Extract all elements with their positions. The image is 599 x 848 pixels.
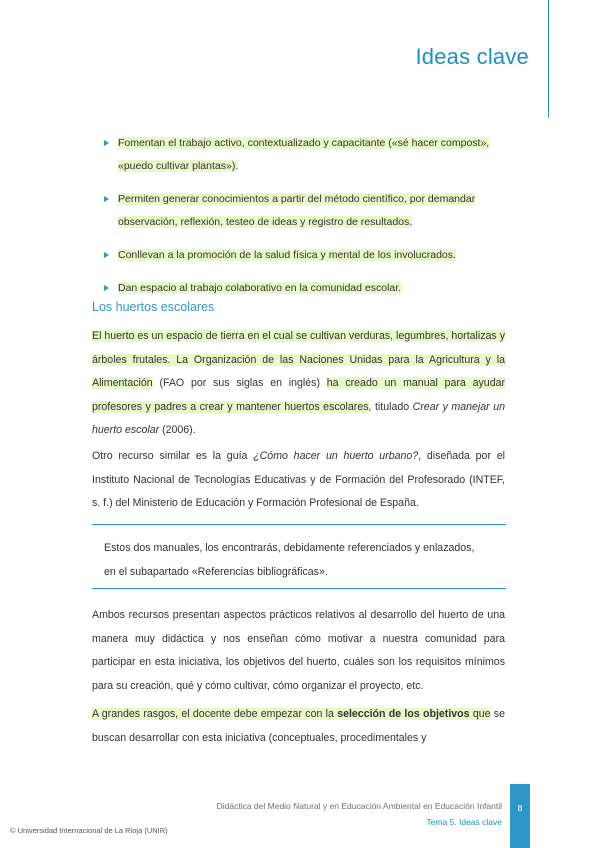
page-number: 8: [517, 803, 523, 813]
bullet-text: Permiten generar conocimientos a partir del método científico, por demandar: [118, 193, 476, 205]
footer-topic: Tema 5. Ideas clave: [426, 817, 502, 827]
bullet-arrow-icon: [104, 196, 109, 202]
paragraph-guia: [92, 445, 505, 516]
header-divider-line: [548, 0, 549, 118]
note-bottom-divider: [92, 588, 506, 589]
italic-title: Crear y manejar un huerto escolar: [92, 400, 505, 436]
paragraph-recursos: Ambos recursos presentan aspectos prácticos relativos al desarrollo del huerto de una manera muy didáctica y nos enseñan cómo motivar a nuestra comunidad para participar en esta iniciativa, los objetivos del huerto, cuáles son los requisitos mínimos para su creación, qué y cómo cultivar, cómo organizar el proyecto, etc.: [92, 609, 505, 692]
list-item: [104, 188, 504, 234]
bullet-arrow-icon: [104, 252, 109, 258]
page-number-badge: [510, 784, 530, 848]
italic-title: ¿Cómo hacer un huerto urbano?: [253, 450, 419, 462]
bullet-text: Conllevan a la promoción de la salud física y mental de los involucrados.: [118, 249, 456, 261]
note-top-divider: [92, 524, 506, 525]
list-item: [104, 244, 504, 267]
bullet-text: Dan espacio al trabajo colaborativo en la comunidad escolar.: [118, 282, 402, 294]
paragraph-huerto: [92, 325, 505, 443]
section-heading: Los huertos escolares: [92, 300, 215, 314]
body-text: se buscan desarrollar con esta iniciativa (conceptuales, procedimentales y: [92, 708, 505, 744]
body-text: , titulado: [368, 400, 413, 413]
body-text: (2006).: [159, 424, 196, 436]
bullet-arrow-icon: [104, 285, 109, 291]
footer-copyright: © Universidad Internacional de La Rioja (UNIR): [10, 826, 168, 835]
note-text: Estos dos manuales, los encontrarás, debidamente referenciados y enlazados,: [104, 542, 475, 554]
list-item: [104, 277, 504, 300]
list-item: [104, 132, 504, 178]
body-text: , diseñada por el Instituto Nacional de Tecnologías Educativas y de Formación del Profesorado (INTEF, s. f.) del Ministerio de Educación y Formación Profesional de España.: [92, 450, 505, 509]
key-points-list: [104, 132, 504, 310]
paragraph-objetivos: [92, 703, 505, 750]
footer-course-title: Didáctica del Medio Natural y en Educación Ambiental en Educación Infantil: [216, 801, 502, 811]
note-text: en el subapartado «Referencias bibliográficas».: [104, 565, 328, 578]
bold-highlighted-text: selección de los objetivos: [337, 708, 470, 720]
note-box: [104, 537, 504, 584]
highlighted-text: que: [469, 708, 491, 720]
body-text: (FAO por sus siglas en inglés): [152, 377, 327, 389]
highlighted-text: El huerto es un espacio de tierra en el cual se cultivan verduras, legumbres, hortalizas y árboles frutales. La Organización de las Naciones Unidas para la Agricultura y la Alimentación: [92, 330, 505, 389]
page-header-title: Ideas clave: [415, 44, 529, 69]
bullet-text: «puedo cultivar plantas»).: [118, 160, 239, 172]
bullet-arrow-icon: [104, 140, 109, 146]
highlighted-text: A grandes rasgos, el docente debe empezar con la: [92, 708, 338, 720]
bullet-text: observación, reflexión, testeo de ideas y registro de resultados.: [118, 216, 413, 228]
bullet-text: Fomentan el trabajo activo, contextualizado y capacitante («sé hacer compost»,: [118, 137, 490, 149]
highlighted-text: ha creado un manual para ayudar profesores y padres a crear y mantener huertos escolares: [92, 377, 505, 413]
body-text: Otro recurso similar es la guía: [92, 450, 254, 462]
